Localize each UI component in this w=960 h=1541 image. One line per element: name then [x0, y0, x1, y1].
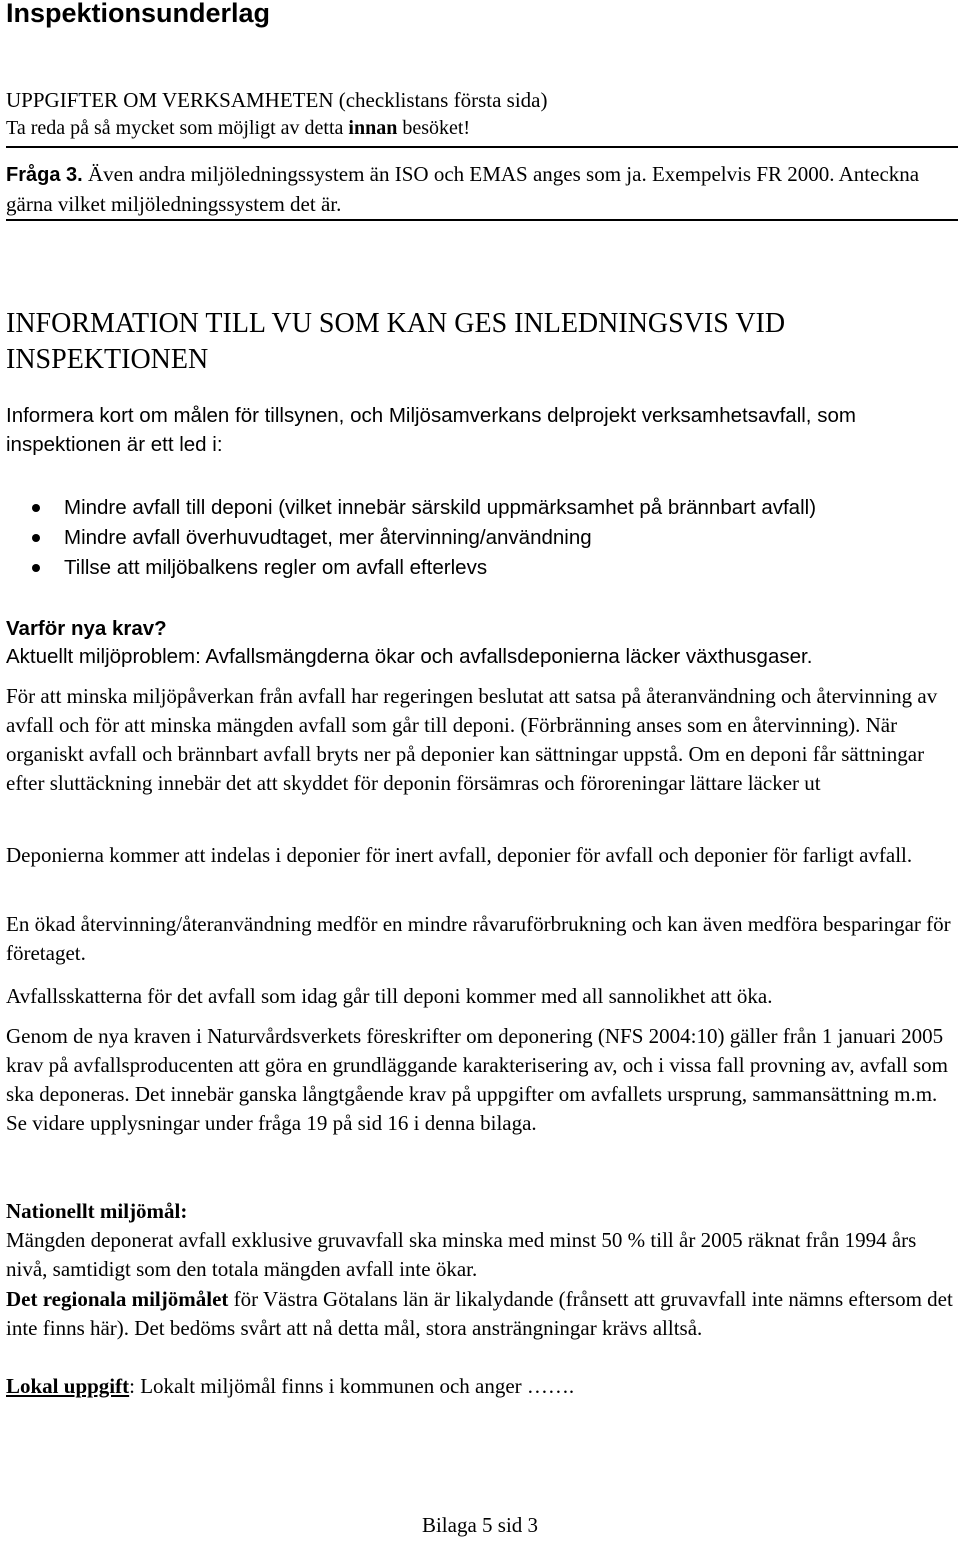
info-heading: INFORMATION TILL VU SOM KAN GES INLEDNINGSVIS VID INSPEKTIONEN	[6, 308, 786, 375]
list-item-text: Tillse att miljöbalkens regler om avfall efterlevs	[64, 556, 488, 579]
regional-goal-text: för Västra Götalans län är likalydande (frånsett att gruvavfall inte nämns eftersom det inte finns här). Det bedöms svårt att nå detta mål, stora ansträngningar krävs alltså.	[6, 1287, 953, 1340]
regional-goal-label: Det regionala miljömålet	[6, 1287, 229, 1311]
page-footer: Bilaga 5 sid 3	[421, 1513, 539, 1537]
list-item	[6, 493, 956, 523]
bullet-icon	[32, 504, 40, 512]
checklist-heading-sub: (checklistans första sida)	[333, 88, 548, 112]
question-text: Även andra miljöledningssystem än ISO och EMAS anges som ja. Exempelvis FR 2000. Anteckna gärna vilket miljöledningssystem det är.	[6, 162, 920, 216]
intro-text: Informera kort om målen för tillsynen, och Miljösamverkans delprojekt verksamhetsavfall, som inspektionen är ett led i:	[6, 404, 856, 456]
local-task-label: Lokal uppgift	[6, 1374, 130, 1398]
list-item	[6, 553, 956, 583]
national-goal-text: Mängden deponerat avfall exklusive gruvavfall ska minska med minst 50 % till år 2005 räknat från 1994 års nivå, samtidigt som den totala mängden avfall inte ökar.	[6, 1228, 917, 1281]
bullet-icon	[32, 564, 40, 572]
list-item	[6, 523, 956, 553]
checklist-instruction	[6, 115, 956, 142]
instruction-emphasis: innan	[348, 117, 398, 139]
instruction-text: Ta reda på så mycket som möjligt av detta	[6, 117, 349, 139]
question-label: Fråga 3.	[6, 164, 83, 186]
paragraph-1: För att minska miljöpåverkan från avfall har regeringen beslutat att satsa på återanvändning och återvinning av avfall och för att minska mängden avfall som går till deponi. (Förbränning anses som en återvinning). När organiskt avfall och brännbart avfall bryts ner på deponier kan sättningar uppstå. Om en deponi får sättningar efter sluttäckning innebär det att skyddet för deponin försämras och föroreningar lättare läcker ut	[6, 684, 938, 795]
divider-top	[6, 146, 958, 148]
why-heading: Varför nya krav?	[6, 617, 167, 640]
checklist-heading-main: UPPGIFTER OM VERKSAMHETEN	[6, 88, 334, 112]
list-item-text: Mindre avfall överhuvudtaget, mer återvinning/användning	[64, 526, 592, 549]
paragraph-5: Genom de nya kraven i Naturvårdsverkets föreskrifter om deponering (NFS 2004:10) gäller från 1 januari 2005 krav på avfallsproducenten att göra en grundläggande karakterisering av, och i vissa fall provning av, avfall som ska deponeras. Det innebär ganska långtgående krav på uppgifter om avfallets ursprung, sammansättning m.m. Se vidare upplysningar under fråga 19 på sid 16 i denna bilaga.	[6, 1024, 948, 1135]
list-item-text: Mindre avfall till deponi (vilket innebär särskild uppmärksamhet på brännbart avfall)	[64, 496, 817, 519]
goal-list	[6, 493, 956, 583]
regional-goal	[6, 1285, 954, 1343]
checklist-box	[6, 86, 956, 221]
paragraph-2: Deponierna kommer att indelas i deponier för inert avfall, deponier för avfall och deponier för farligt avfall.	[6, 843, 913, 867]
document-title: Inspektionsunderlag	[6, 0, 271, 28]
local-task	[6, 1372, 954, 1401]
checklist-heading	[6, 86, 956, 115]
instruction-text-end: besöket!	[397, 117, 471, 139]
bullet-icon	[32, 534, 40, 542]
local-task-text: : Lokalt miljömål finns i kommunen och anger …….	[129, 1374, 575, 1398]
national-goal-heading: Nationellt miljömål:	[6, 1199, 188, 1223]
paragraph-3: En ökad återvinning/återanvändning medför en mindre råvaruförbrukning och kan även medföra besparingar för företaget.	[6, 912, 951, 965]
paragraph-4: Avfallsskatterna för det avfall som idag går till deponi kommer med all sannolikhet att öka.	[6, 984, 773, 1008]
why-text: Aktuellt miljöproblem: Avfallsmängderna ökar och avfallsdeponierna läcker växthusgaser.	[6, 645, 813, 668]
question-3-note	[6, 160, 956, 219]
divider-bottom	[6, 219, 958, 221]
